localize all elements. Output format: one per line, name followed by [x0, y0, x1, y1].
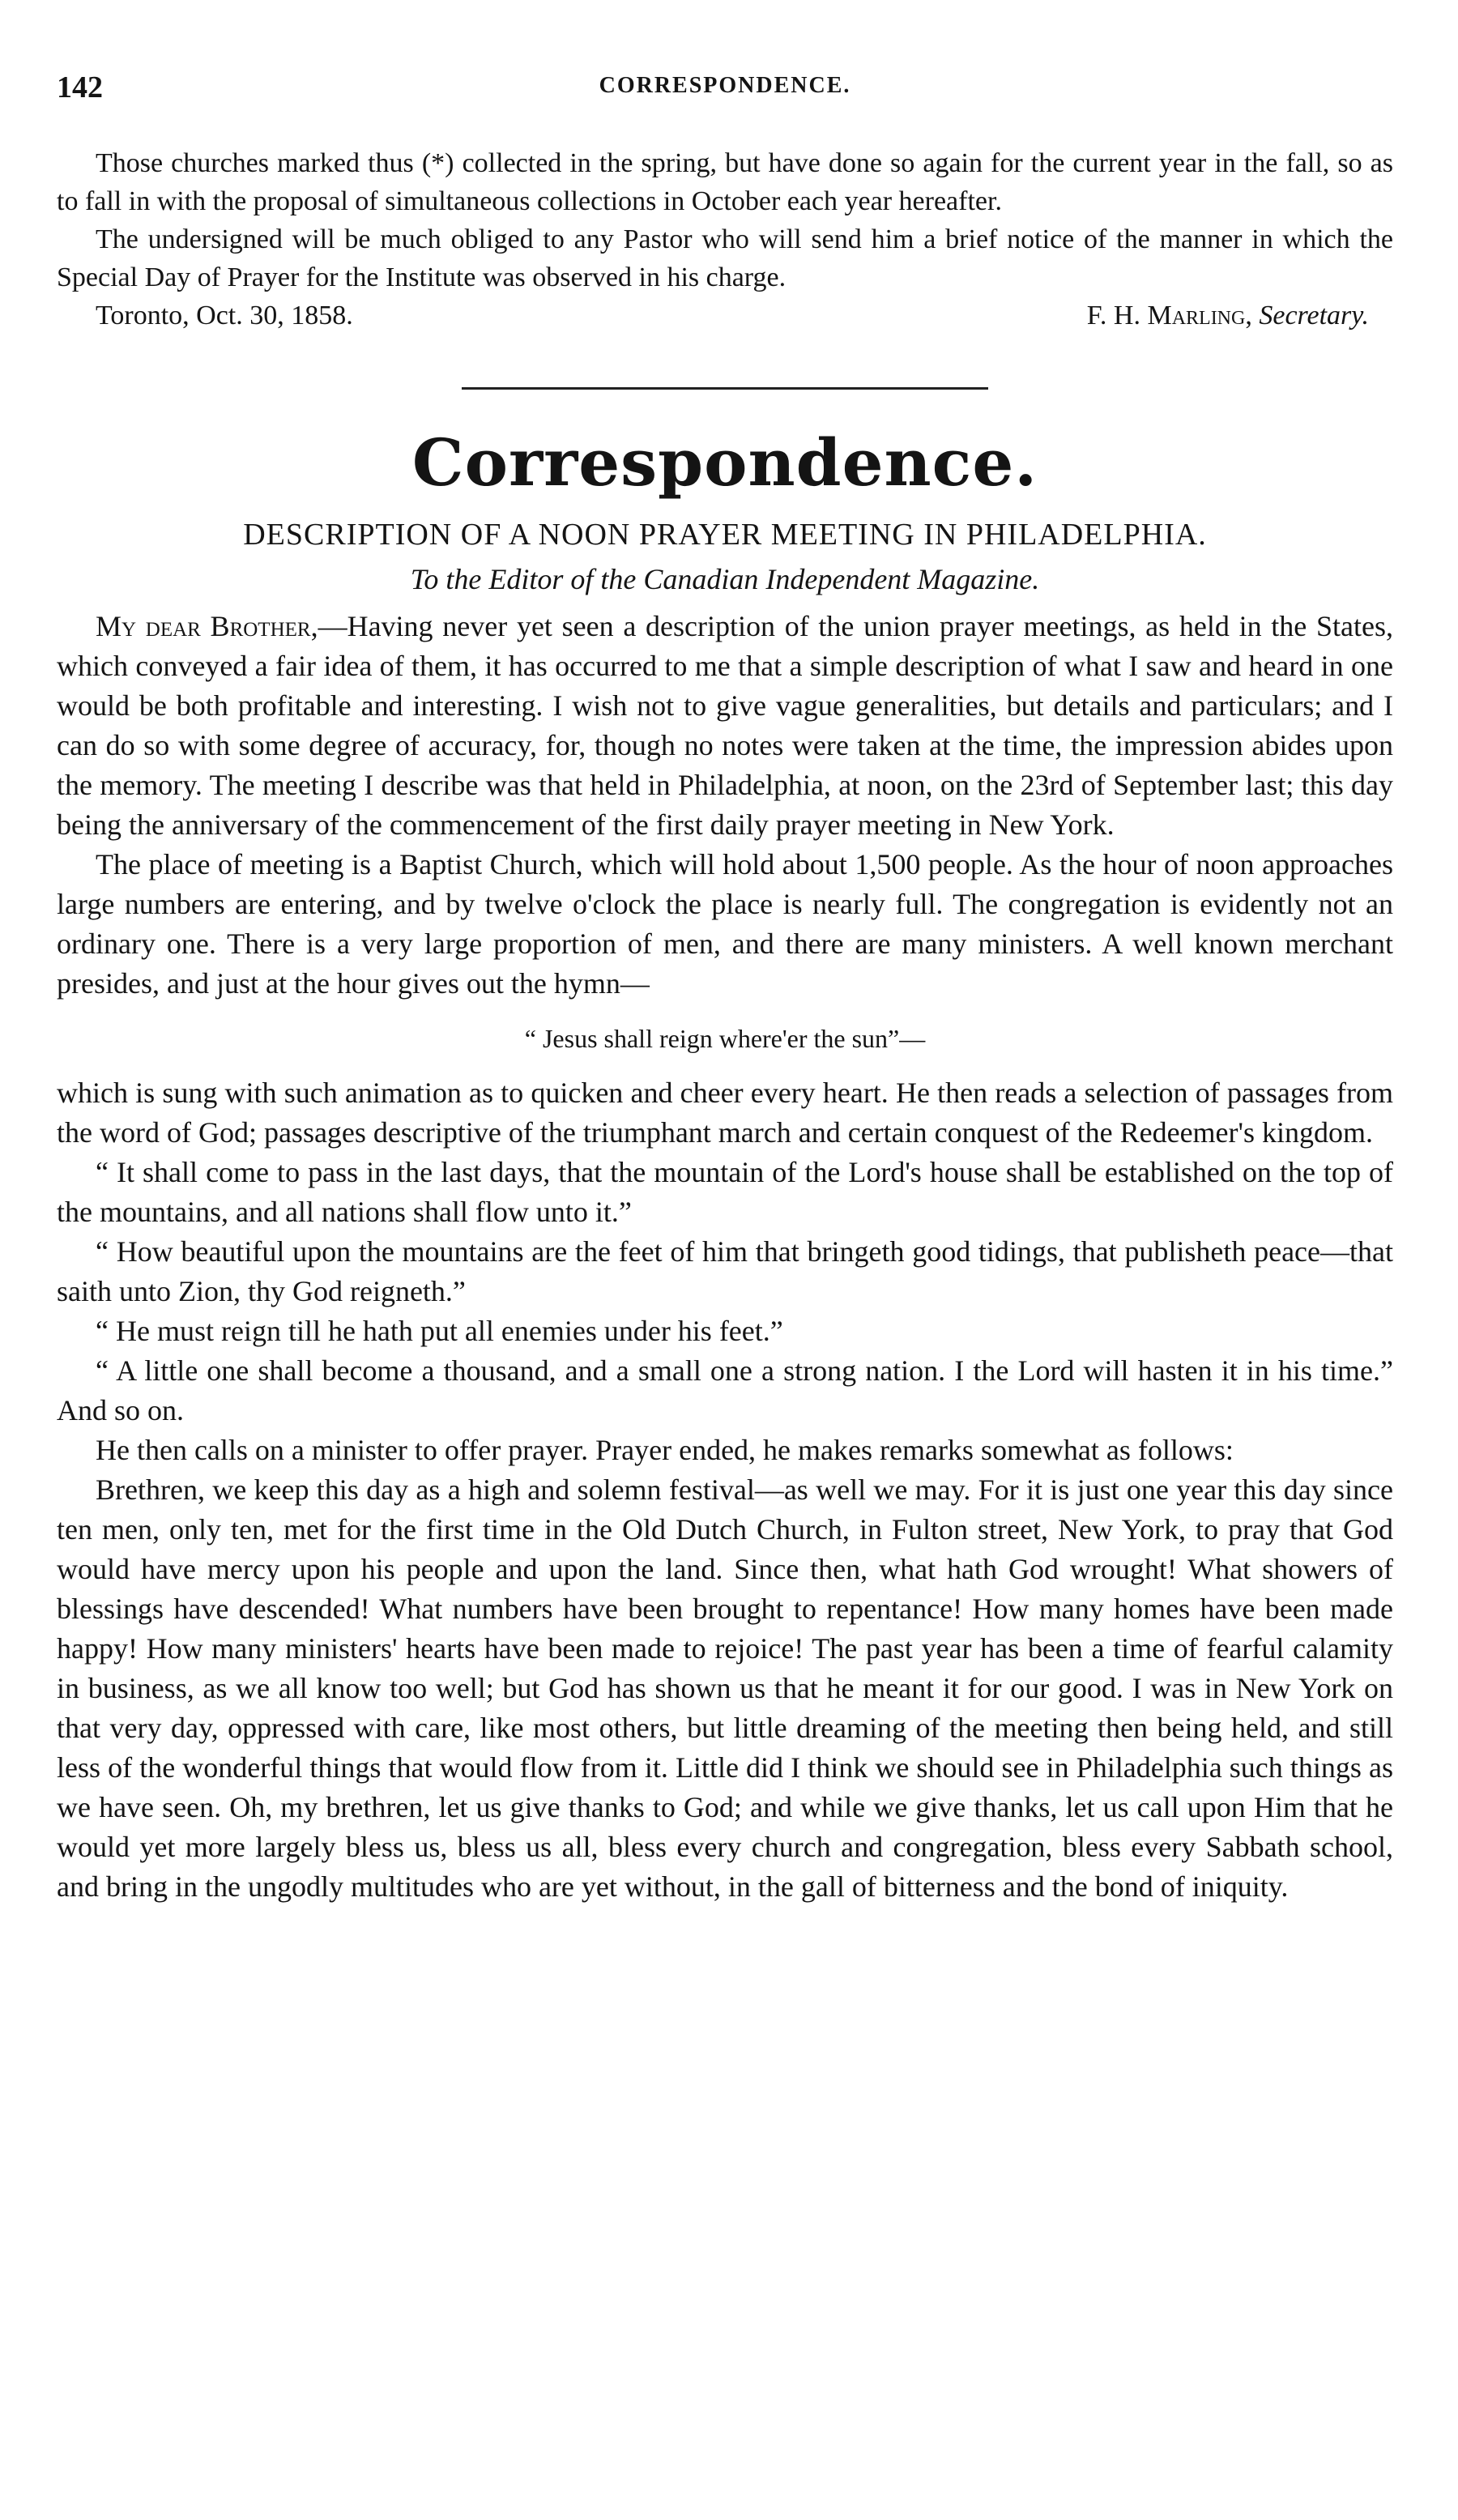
notice-paragraph-request: The undersigned will be much obliged to any Pastor who will send him a brief notice of the manner in which the Special Day of Prayer for the Institute was observed in his charge. — [57, 224, 1393, 292]
article-body — [57, 607, 1393, 1907]
section-divider — [462, 387, 988, 390]
opening-text: —Having never yet seen a description of the union prayer meetings, as held in the States, which conveyed a fair idea of them, it has occurred to me that a simple description of what I saw and heard in one would be both profitable and interesting. I wish not to give vague generalities, but details and particulars; and I can do so with some degree of accuracy, for, though no notes were taken at the time, the impression abides upon the memory. The meeting I describe was that held in Philadelphia, at noon, on the 23rd of September last; this day being the anniversary of the commencement of the first daily prayer meeting in New York. — [57, 610, 1393, 841]
page — [57, 70, 1393, 1907]
notice-place-date: Toronto, Oct. 30, 1858. — [96, 301, 353, 330]
article-paragraph-place: The place of meeting is a Baptist Church, which will hold about 1,500 people. As the hour of noon approaches large numbers are entering, and by twelve o'clock the place is nearly full. The congregation is evidently not an ordinary one. There is a very large proportion of men, and there are many ministers. A well known merchant presides, and just at the hour gives out the hymn— — [57, 848, 1393, 1000]
section-heading: Correspondence. — [411, 424, 1038, 501]
collection-notice — [57, 144, 1393, 339]
notice-signoff — [57, 296, 1393, 339]
scripture-quote-4: “ A little one shall become a thousand, and a small one a strong nation. I the Lord will hasten it in his time.” And so on. — [57, 1354, 1393, 1426]
article-opening-paragraph — [57, 607, 1393, 845]
signer-name: F. H. Marling, — [1086, 301, 1252, 330]
salutation: My dear Brother, — [96, 610, 318, 642]
signer-title: Secretary. — [1259, 301, 1369, 330]
article-paragraph-hymn: which is sung with such animation as to quicken and cheer every heart. He then reads a selection of passages from the word of God; passages descriptive of the triumphant march and certain conquest of the Redeemer's kingdom. — [57, 1077, 1393, 1149]
scripture-quote-3: “ He must reign till he hath put all enemies under his feet.” — [96, 1315, 783, 1347]
scripture-quote-2: “ How beautiful upon the mountains are the feet of him that bringeth good tidings, that publisheth peace—that saith unto Zion, thy God reigneth.” — [57, 1235, 1393, 1307]
article-subtitle: To the Editor of the Canadian Independent Magazine. — [410, 563, 1040, 595]
scripture-quote-1: “ It shall come to pass in the last days, that the mountain of the Lord's house shall be established on the top of the mountains, and all nations shall flow unto it.” — [57, 1156, 1393, 1228]
hymn-line: “ Jesus shall reign where'er the sun”— — [524, 1024, 926, 1053]
page-header — [57, 70, 1393, 118]
article-paragraph-remarks: Brethren, we keep this day as a high and solemn festival—as well we may. For it is just one year this day since ten men, only ten, met for the first time in the Old Dutch Church, in Fulton street, New York, to pray that God would have mercy upon his people and upon the land. Since then, what hath God wrought! What showers of blessings have descended! What numbers have been brought to repentance! How many homes have been made happy! How many ministers' hearts have been made to rejoice! The past year has been a time of fearful calamity in business, as we all know too well; but God has shown us that he meant it for our good. I was in New York on that very day, oppressed with care, like most others, but little dreaming of the meeting then being held, and still less of the wonderful things that would flow from it. Little did I think we should see in Philadelphia such things as we have seen. Oh, my brethren, let us give thanks to God; and while we give thanks, let us call upon Him that he would yet more largely bless us, bless us all, bless every church and congregation, bless every Sabbath school, and bring in the ungodly multitudes who are yet without, in the gall of bitterness and the bond of iniquity. — [57, 1473, 1393, 1903]
notice-paragraph-churches: Those churches marked thus (*) collected in the spring, but have done so again for the current year in the fall, so as to fall in with the proposal of simultaneous collections in October each year hereafter. — [57, 148, 1393, 216]
notice-signer — [1087, 296, 1369, 335]
running-head: CORRESPONDENCE. — [599, 73, 851, 98]
article-title: DESCRIPTION OF A NOON PRAYER MEETING IN PHILADELPHIA. — [243, 518, 1207, 552]
article-paragraph-prayer: He then calls on a minister to offer prayer. Prayer ended, he makes remarks somewhat as follows: — [96, 1434, 1234, 1466]
page-number: 142 — [57, 70, 103, 104]
